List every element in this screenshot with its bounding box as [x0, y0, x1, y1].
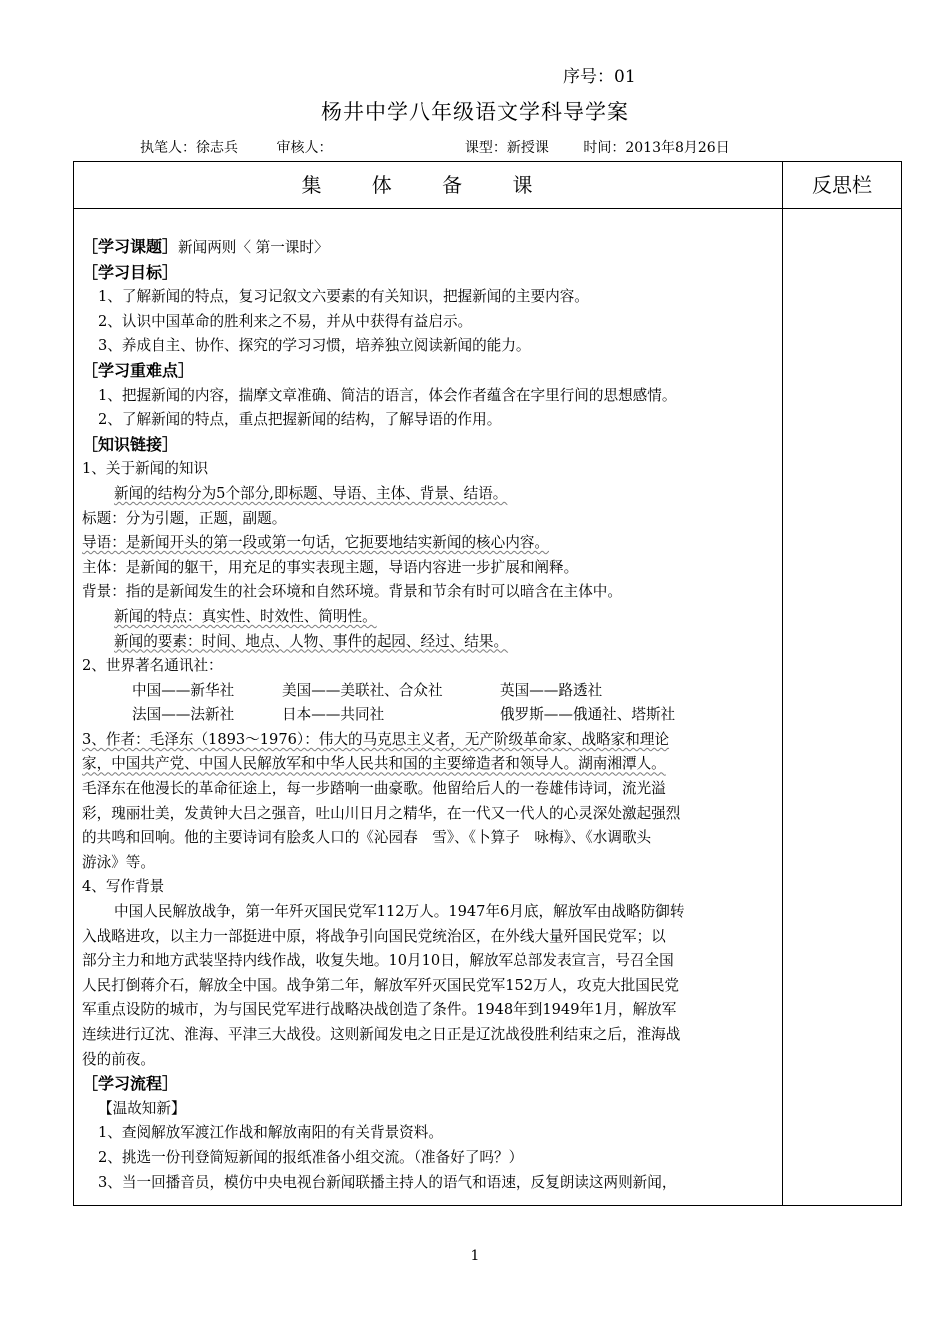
author-line: 3、作者：毛泽东（1893～1976）：伟大的马克思主义者，无产阶级革命家、战略家和理论 [82, 730, 670, 748]
background-line: 连续进行辽沈、淮海、平津三大战役。这则新闻发电之日正是辽沈战役胜利结束之后，淮海战 [82, 1026, 681, 1043]
knowledge-heading: 1、关于新闻的知识 [82, 460, 209, 478]
news-traits: 新闻的特点：真实性、时效性、简明性。 [114, 607, 377, 625]
author-line: 毛泽东在他漫长的革命征途上，每一步踏响一曲豪歌。他留给后人的一卷雄伟诗词，流光溢 [82, 780, 666, 798]
reviewer: 审核人： [276, 140, 333, 156]
author: 执笔人：徐志兵 [140, 140, 238, 156]
background-line: 入战略进攻，以主力一部挺进中原，将战争引向国民党统治区，在外线大量歼国民党军；以 [82, 927, 666, 945]
agency: 中国——新华社 [132, 681, 235, 699]
lesson-type: 课型：新授课 [464, 140, 549, 156]
agency: 法国——法新社 [132, 706, 235, 724]
column-header-reflection: 反思栏 [812, 173, 872, 197]
news-elements: 新闻的要素：时间、地点、人物、事件的起园、经过、结果。 [114, 632, 509, 650]
news-lead: 导语：是新闻开头的第一段或第一句话，它扼要地结实新闻的核心内容。 [82, 534, 550, 552]
author-line: 游泳》等。 [82, 853, 155, 871]
key-point-item: 2、了解新闻的特点，重点把握新闻的结构，了解导语的作用。 [98, 411, 502, 429]
goal-item: 3、养成自主、协作、探究的学习习惯，培养独立阅读新闻的能力。 [98, 337, 531, 355]
learning-flow-label: ［学习流程］ [82, 1074, 179, 1094]
news-structure: 新闻的结构分为5个部分,即标题、导语、主体、背景、结语。 [114, 484, 508, 502]
knowledge-heading: 2、世界著名通讯社： [82, 657, 223, 675]
author-line: 家，中国共产党、中国人民解放军和中华人民共和国的主要缔造者和领导人。湖南湘潭人。 [82, 755, 666, 773]
agency-row [82, 703, 778, 728]
knowledge-heading: 4、写作背景 [82, 878, 165, 896]
review-label: 【温故知新】 [98, 1099, 186, 1117]
agency-row [82, 679, 778, 704]
table-left-border [73, 161, 74, 1206]
topic-label: ［学习课题］ [82, 237, 179, 256]
key-point-item: 1、把握新闻的内容，揣摩文章准确、简洁的语言，体会作者蕴含在字里行间的思想感情。 [98, 386, 677, 404]
background-line: 人民打倒蒋介石，解放全中国。战争第二年，解放军歼灭国民党军152万人，攻克大批国民党 [82, 976, 680, 994]
agency: 俄罗斯——俄通社、塔斯社 [500, 706, 676, 724]
review-item: 2、挑选一份刊登简短新闻的报纸准备小组交流。（准备好了吗？） [98, 1148, 524, 1166]
table-bottom-border [73, 1205, 902, 1206]
page-number: 1 [470, 1248, 480, 1264]
goal-item: 2、认识中国革命的胜利来之不易，并从中获得有益启示。 [98, 312, 473, 330]
news-background: 背景：指的是新闻发生的社会环境和自然环境。背景和节余有时可以暗含在主体中。 [82, 583, 622, 601]
table-header-divider [73, 208, 902, 209]
column-header-lesson: 集 体 备 课 [301, 173, 555, 197]
meta-line [140, 137, 736, 157]
topic-line [82, 235, 778, 261]
background-line: 部分主力和地方武装坚持内线作战，收复失地。10月10日，解放军总部发表宣言，号召全国 [82, 952, 674, 970]
agency: 美国——美联社、合众社 [282, 681, 443, 699]
table-column-divider [782, 161, 783, 1206]
topic-text: 新闻两则〈 第一课时〉 [178, 239, 329, 256]
agency: 英国——路透社 [500, 681, 603, 699]
news-body: 主体：是新闻的躯干，用充足的事实表现主题，导语内容进一步扩展和阐释。 [82, 558, 579, 576]
serial-number: 序号：01 [563, 67, 636, 87]
lesson-content [82, 235, 778, 1195]
agency: 日本——共同社 [282, 706, 385, 724]
review-item: 3、当一回播音员，模仿中央电视台新闻联播主持人的语气和语速，反复朗读这两则新闻， [98, 1173, 677, 1191]
page-title: 杨井中学八年级语文学科导学案 [321, 100, 629, 124]
background-line: 军重点设防的城市，为与国民党军进行战略决战创造了条件。1948年到1949年1月，解放军 [82, 1001, 677, 1019]
table-right-border [901, 161, 902, 1206]
news-headline: 标题：分为引题，正题，副题。 [82, 509, 287, 527]
author-line: 的共鸣和回响。他的主要诗词有脍炙人口的《沁园春 雪》、《卜算子 咏梅》、《水调歌头 [82, 829, 652, 847]
background-line: 中国人民解放战争，第一年歼灭国民党军112万人。1947年6月底，解放军由战略防御转 [114, 903, 685, 921]
background-line: 役的前夜。 [82, 1050, 155, 1068]
author-line: 彩，瑰丽壮美，发黄钟大吕之强音，吐山川日月之精华，在一代又一代人的心灵深处激起强烈 [82, 804, 681, 822]
review-item: 1、查阅解放军渡江作战和解放南阳的有关背景资料。 [98, 1124, 443, 1142]
goal-item: 1、了解新闻的特点，复习记叙文六要素的有关知识，把握新闻的主要内容。 [98, 288, 589, 306]
key-points-label: ［学习重难点］ [82, 360, 195, 380]
goals-label: ［学习目标］ [82, 262, 179, 282]
date: 时间：2013年8月26日 [583, 140, 730, 156]
knowledge-link-label: ［知识链接］ [82, 434, 179, 454]
